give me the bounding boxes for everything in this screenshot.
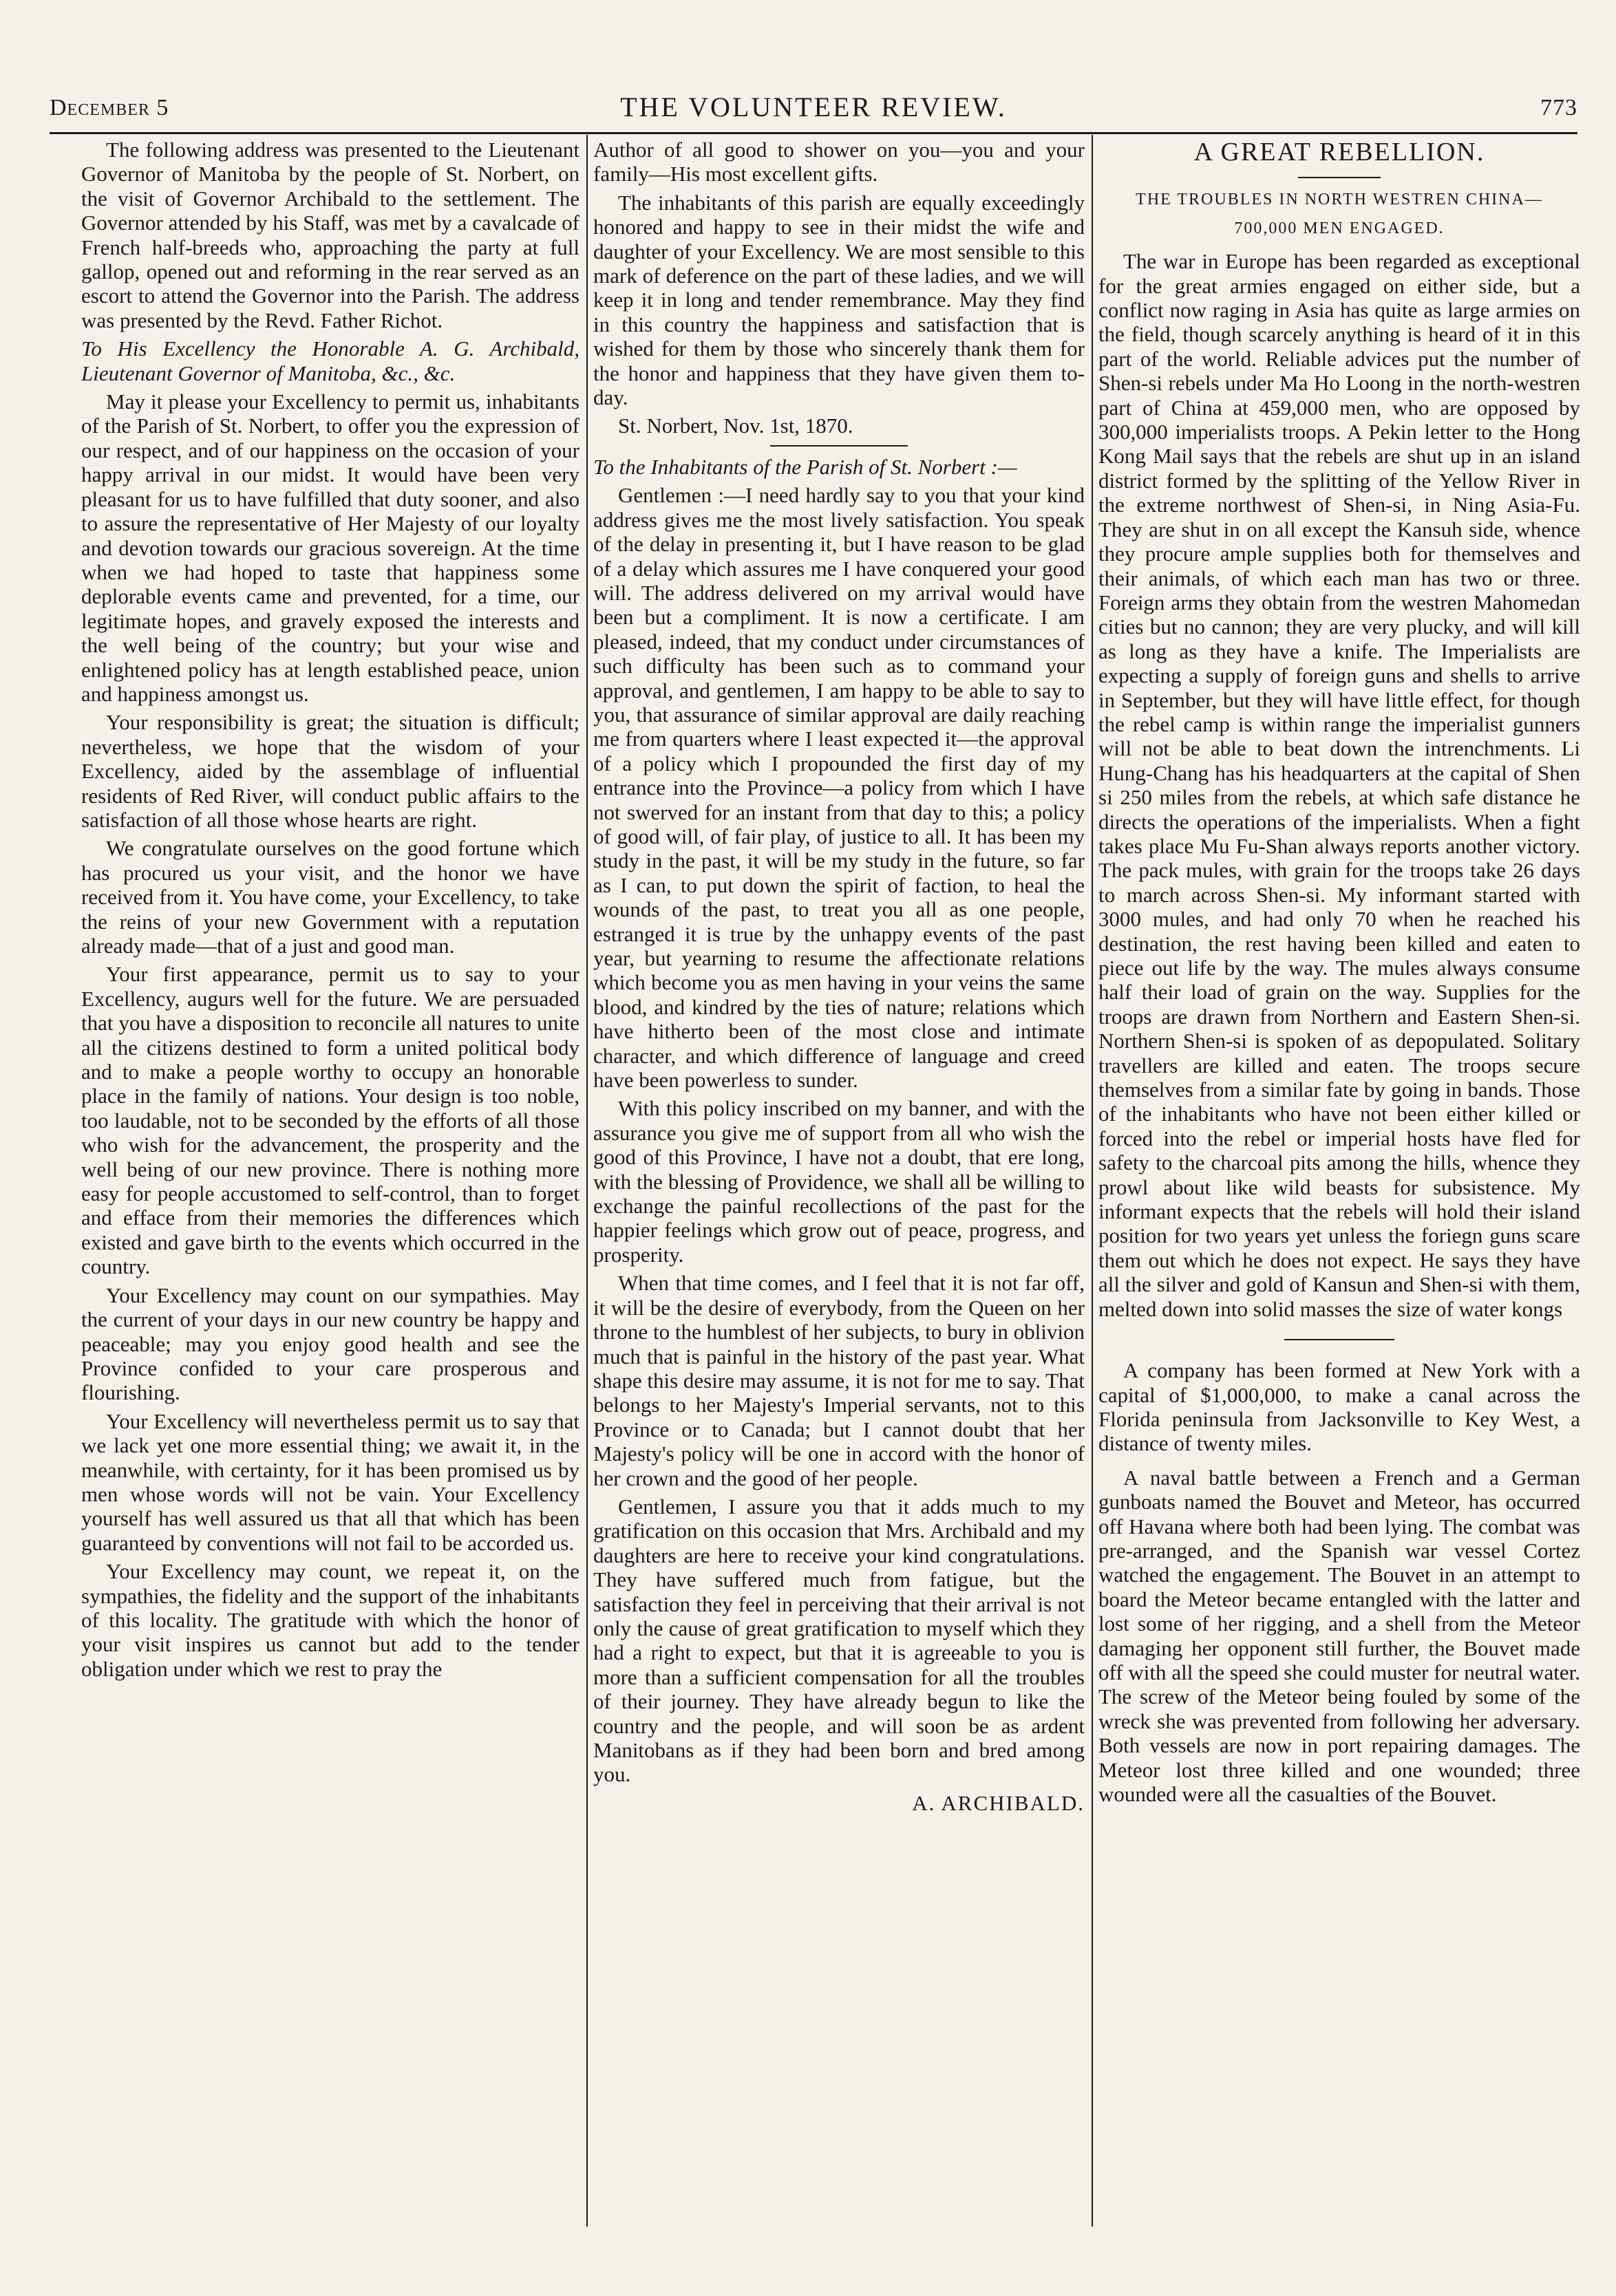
header-date: December 5: [50, 95, 169, 120]
headline-rule: [1298, 177, 1381, 178]
reply-paragraph: With this policy inscribed on my banner, and with the assurance you give me of support from all who wish the good of this Province, I have not a doubt, that ere long, with the blessing of Providence, we shall all be willing to exchange the painful recollections of the past for the happier feelings which grow out of peace, progress, and prosperity.: [593, 1096, 1085, 1267]
address-paragraph: Your first appearance, permit us to say to your Excellency, augurs well for the future. We are persuaded that you have a disposition to reconcile all natures to unite all the citizens destined to form a united political body and to make a people worthy to occupy an honorable place in the family of nations. Your design is too noble, too laudable, not to be seconded by the efforts of all those who wish for the advancement, the prosperity and the well being of our new province. There is nothing more easy for people accustomed to self-control, than to forget and efface from their memories the differences which existed and gave birth to the events which occurred in the country.: [81, 962, 580, 1279]
column-1: [81, 138, 580, 2236]
reply-salutation: To the Inhabitants of the Parish of St. Norbert :—: [593, 454, 1017, 479]
address-paragraph: May it please your Excellency to permit us, inhabitants of the Parish of St. Norbert, to offer you the expression of our respect, and of our happiness on the occasion of your happy arrival in our midst. It would have been very pleasant for us to have fulfilled that duty sooner, and also to assure the representative of Her Majesty of our loyalty and devotion towards our gracious sovereign. At the time when we had hoped to taste that happiness some deplorable events came and prevented, for a time, our legitimate hopes, and gravely exposed the interests and the well being of the country; but your wise and enlightened policy has at length established peace, union and happiness amongst us.: [81, 389, 580, 706]
header-rule: [50, 132, 1577, 134]
address-paragraph: Your Excellency may count on our sympathies. May the current of your days in our new country be happy and peaceable; may you enjoy good health and see the Province confided to your care prosperous and flourishing.: [81, 1283, 580, 1405]
section-rule: [770, 445, 908, 447]
address-dateline: St. Norbert, Nov. 1st, 1870.: [618, 414, 853, 438]
address-paragraph: Author of all good to shower on you—you and your family—His most excellent gifts.: [593, 138, 1085, 186]
article-separator: [1284, 1339, 1394, 1340]
address-paragraph: We congratulate ourselves on the good fortune which has procured us your visit, and the honor we have received from it. You have come, your Excellency, to take the reins of your new Government with a reputation already made—that of a just and good man.: [81, 836, 580, 958]
column-3: [1098, 138, 1580, 2236]
masthead-title: THE VOLUNTEER REVIEW.: [620, 92, 1007, 122]
column-divider-2: [1092, 135, 1093, 2227]
page-header: [50, 91, 1577, 133]
article-subhead: THE TROUBLES IN NORTH WESTREN CHINA—: [1136, 191, 1543, 209]
address-salutation: To His Excellency the Honorable A. G. Archibald, Lieutenant Governor of Manitoba, &c., &c.: [81, 336, 580, 385]
article-headline: A GREAT REBELLION.: [1193, 138, 1485, 167]
reply-paragraph: Gentlemen, I assure you that it adds much to my gratification on this occasion that Mrs. Archibald and my daughters are here to receive your kind congratulations. They have suffered much from fatigue, but the satisfaction they feel in perceiving that their arrival is not only the cause of great gratification to myself which they had a right to expect, but that it is agreeable to you is more than a sufficient compensation for all the troubles of their journey. They have already begun to like the country and the people, and will soon be as ardent Manitobans as if they had been born and bred among you.: [593, 1494, 1085, 1787]
column-divider-1: [586, 135, 588, 2227]
signature: A. ARCHIBALD.: [912, 1790, 1085, 1815]
address-paragraph: Your Excellency will nevertheless permit us to say that we lack yet one more essential thing; we await it, in the meanwhile, with certainty, for it has been promised us by men whose words will not be vain. Your Excellency yourself has well assured us that all that which has been guaranteed by conventions will not fail to be accorded us.: [81, 1408, 580, 1555]
article-subhead-count: 700,000 MEN ENGAGED.: [1234, 219, 1445, 237]
intro-paragraph: The following address was presented to the Lieutenant Governor of Manitoba by the people of St. Norbert, on the visit of Governor Archibald to the settlement. The Governor attended by his Staff, was met by a cavalcade of French half-breeds who, approaching the party at full gallop, opened out and reforming in the rear served as an escort to attend the Governor into the Parish. The address was presented by the Revd. Father Richot.: [81, 138, 580, 332]
column-2: [593, 138, 1085, 2236]
address-paragraph: Your responsibility is great; the situation is difficult; nevertheless, we hope that the wisdom of your Excellency, aided by the assemblage of influential residents of Red River, will conduct public affairs to the satisfaction of all those whose hearts are right.: [81, 710, 580, 832]
article-paragraph: The war in Europe has been regarded as exceptional for the great armies engaged on either side, but a conflict now raging in Asia has quite as large armies on the field, though scarcely anything is heard of it in this part of the world. Reliable advices put the number of Shen-si rebels under Ma Ho Loong in the north-westren part of China at 459,000 men, who are opposed by 300,000 imperialists troops. A Pekin letter to the Hong Kong Mail says that the rebels are shut up in an island district formed by the splitting of the Yellow River in the extreme northwest of Shen-si, in Ning Asia-Fu. They are shut in on all except the Kansuh side, whence they procure ample supplies both for themselves and their animals, of which each man has two or three. Foreign arms they obtain from the westren Mahomedan cities but no cannon; they are very plucky, and will kill as long as they have a knife. The Imperialists are expecting a supply of foreign guns and shells to arrive in September, but they will have little effect, for though the rebel camp is within range the imperialist gunners will not be able to beat down the intrenchments. Li Hung-Chang has his headquarters at the capital of Shen si 250 miles from the rebels, at which safe distance he directs the operations of the imperialists. When a fight takes place Mu Fu-Shan always reports another victory. The pack mules, with grain for the troops take 26 days to march across Shen-si. My informant started with 3000 mules, and had only 70 when he reached his destination, the rest having been killed and eaten to piece out life by the way. The mules always consume half their load of grain on the way. Supplies for the troops are drawn from Northern and Eastern Shen-si. Northern Shen-si is spoken of as depopulated. Solitary travellers are killed and eaten. The troops secure themselves from a similar fate by going in bands. Those of the inhabitants who have not been either killed or forced into the rebel or imperial hosts have fled for safety to the charcoal pits among the hills, whence they prowl about like wild beasts for subsistence. My informant expects that the rebels will hold their island position for two years yet unless the foriegn guns scare them out which he does not expect. He says they have all the silver and gold of Kansun and Shen-si with them, melted down into solid masses the size of water kongs: [1098, 249, 1580, 1321]
reply-paragraph: Gentlemen :—I need hardly say to you that your kind address gives me the most lively satisfaction. You speak of the delay in presenting it, but I have reason to be glad of a delay which assures me I have conquered your good will. The address delivered on my arrival would have been but a compliment. It is now a certificate. I am pleased, indeed, that my conduct under circumstances of such difficulty has been such as to command your approval, and gentlemen, I am happy to be able to say to you, that assurance of similar approval are daily reaching me from quarters where I least expected it—the approval of a policy which I propounded the first day of my entrance into the Province—a policy from which I have not swerved for an instant from that day to this; a policy of good will, of fair play, of justice to all. It has been my study in the past, it will be my study in the future, so far as I can, to put down the spirit of faction, to heal the wounds of the past, to treat you all as one people, estranged it is true by the unhappy events of the past year, but yearning to resume the affectionate relations which become you as men having in your veins the same blood, and kindred by the ties of nature; relations which have hitherto been of the most close and intimate character, and which difference of language and creed have been powerless to sunder.: [593, 483, 1085, 1093]
reply-paragraph: When that time comes, and I feel that it is not far off, it will be the desire of everybody, from the Queen on her throne to the humblest of her subjects, to bury in oblivion much that is painful in the history of the past year. What shape this desire may assume, it is not for me to say. That belongs to her Majesty's Imperial servants, not to this Province or to Canada; but I cannot doubt that her Majesty's policy will be one in accord with the honor of her crown and the good of her people.: [593, 1271, 1085, 1490]
address-paragraph: Your Excellency may count, we repeat it, on the sympathies, the fidelity and the support of the inhabitants of this locality. The gratitude with which the honor of your visit inspires us cannot but add to the tender obligation under which we rest to pray the: [81, 1559, 580, 1681]
news-item: A company has been formed at New York with a capital of $1,000,000, to make a canal across the Florida peninsula from Jacksonville to Key West, a distance of twenty miles.: [1098, 1358, 1580, 1456]
address-paragraph: The inhabitants of this parish are equally exceedingly honored and happy to see in their midst the wife and daughter of your Excellency. We are most sensible to this mark of deference on the part of these ladies, and we will keep it in long and tender remembrance. May they find in this country the happiness and satisfaction that is wished for them by those who sincerely thank them for the honor and happiness that they have given them to-day.: [593, 190, 1085, 410]
page-number: 773: [1540, 95, 1577, 120]
news-item: A naval battle between a French and a German gunboats named the Bouvet and Meteor, has occurred off Havana where both had been lying. The combat was pre-arranged, and the Spanish war vessel Cortez watched the engagement. The Bouvet in an attempt to board the Meteor became entangled with the latter and lost some of her rigging, and a shell from the Meteor damaging her opponent still further, the Bouvet made off with all the speed she could muster for neutral water. The screw of the Meteor being fouled by some of the wreck she was prevented from following her adversary. Both vessels are now in port repairing damages. The Meteor lost three killed and one wounded; three wounded were all the casualties of the Bouvet.: [1098, 1465, 1580, 1806]
